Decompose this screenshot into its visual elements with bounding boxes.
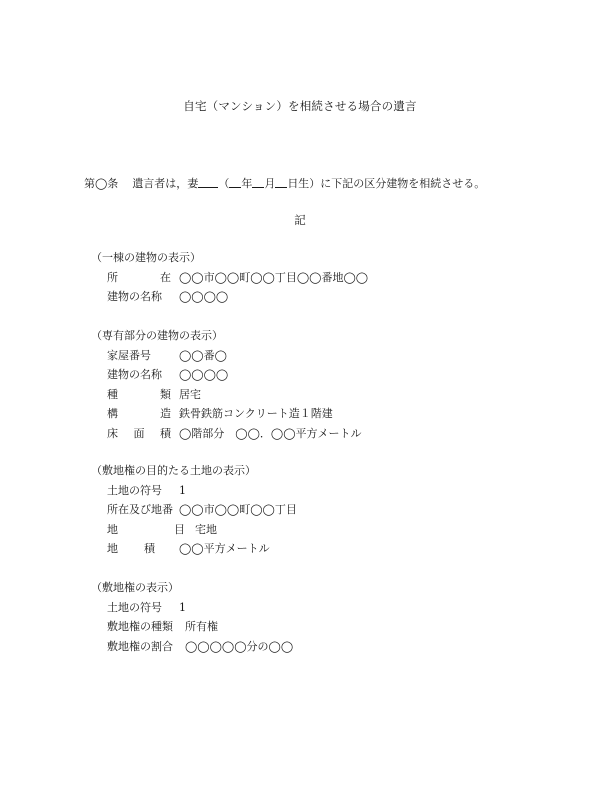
location-row — [91, 268, 531, 288]
land-area-row — [91, 539, 531, 559]
floor-area-value: ◯階部分 ◯◯．◯◯平方メートル — [179, 426, 362, 440]
structure-row — [91, 404, 531, 424]
type-value: 居宅 — [179, 387, 201, 401]
site-right-section — [91, 578, 531, 656]
article-month: 月 — [264, 177, 276, 190]
land-address-row — [91, 500, 531, 520]
section-heading: （専有部分の建物の表示） — [91, 329, 223, 342]
blank-wife-name — [198, 176, 218, 188]
type-row — [91, 385, 531, 405]
ki-heading: 記 — [294, 213, 306, 227]
building-section — [91, 248, 531, 307]
land-category-label: 地 目 — [107, 522, 185, 536]
land-area-label: 地 積 — [107, 542, 155, 555]
article-number: 第◯条 — [84, 177, 119, 190]
building-name-value: ◯◯◯◯ — [179, 290, 229, 303]
house-number-value: ◯◯番◯ — [179, 348, 227, 362]
right-code-value: 1 — [179, 600, 186, 614]
right-ratio-row — [91, 637, 531, 657]
unit-name-row — [91, 365, 531, 385]
document-title: 自宅（マンション）を相続させる場合の遺言 — [183, 99, 417, 113]
blank-day — [275, 176, 287, 188]
type-label: 種 類 — [107, 387, 171, 401]
land-category-row — [91, 520, 531, 540]
land-section — [91, 461, 531, 559]
right-code-row — [91, 598, 531, 618]
article-text-2: （ — [218, 177, 230, 190]
land-code-label: 土地の符号 — [107, 483, 162, 497]
land-category-value: 宅地 — [195, 522, 217, 536]
article-year: 年 — [241, 177, 253, 190]
unit-name-value: ◯◯◯◯ — [179, 368, 229, 381]
blank-year — [229, 176, 241, 188]
land-area-value: ◯◯平方メートル — [179, 542, 270, 555]
right-ratio-value: ◯◯◯◯◯分の◯◯ — [185, 639, 294, 653]
house-number-row — [91, 346, 531, 366]
unit-section — [91, 326, 531, 443]
article-text-1: 遺言者は，妻 — [132, 177, 199, 190]
land-code-value: 1 — [179, 483, 186, 497]
section-heading: （一棟の建物の表示） — [91, 251, 201, 264]
floor-area-label: 床 面 積 — [107, 426, 171, 440]
house-number-label: 家屋番号 — [107, 348, 151, 362]
building-name-row — [91, 287, 531, 307]
section-heading: （敷地権の表示） — [91, 581, 179, 594]
building-name-label: 建物の名称 — [107, 290, 162, 303]
section-heading: （敷地権の目的たる土地の表示） — [91, 464, 256, 477]
floor-area-row — [91, 424, 531, 444]
right-ratio-label: 敷地権の割合 — [107, 639, 173, 653]
article-text-3: 日生）に下記の区分建物を相続させる。 — [287, 177, 486, 190]
article-clause — [84, 175, 544, 191]
right-kind-row — [91, 617, 531, 637]
land-code-row — [91, 481, 531, 501]
blank-month — [252, 176, 264, 188]
structure-label: 構 造 — [107, 407, 171, 420]
structure-value: 鉄骨鉄筋コンクリート造１階建 — [179, 407, 333, 420]
location-label: 所 在 — [107, 270, 171, 284]
right-kind-label: 敷地権の種類 — [107, 620, 173, 633]
land-address-value: ◯◯市◯◯町◯◯丁目 — [179, 503, 297, 516]
right-kind-value: 所有権 — [185, 620, 218, 633]
unit-name-label: 建物の名称 — [107, 368, 162, 381]
land-address-label: 所在及び地番 — [107, 503, 173, 516]
location-value: ◯◯市◯◯町◯◯丁目◯◯番地◯◯ — [179, 270, 369, 284]
right-code-label: 土地の符号 — [107, 600, 162, 614]
